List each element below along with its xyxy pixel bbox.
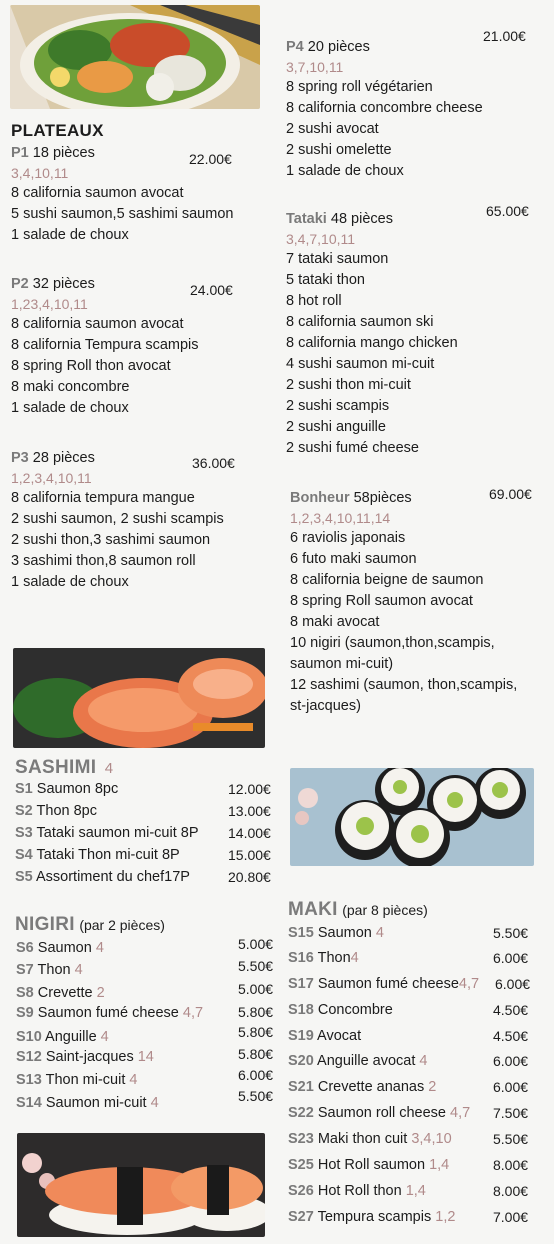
item-price: 5.00€	[238, 936, 274, 952]
item-allergens: 4	[350, 950, 359, 966]
item-price: 5.80€	[238, 1004, 274, 1020]
item-name: Saumon 8pc	[36, 781, 119, 797]
plateau-code: Tataki	[286, 211, 327, 227]
plateau-line: 6 futo maki saumon	[290, 551, 417, 567]
menu-item	[288, 1079, 436, 1095]
item-price: 6.00€	[493, 950, 529, 966]
item-name: Hot Roll saumon	[317, 1157, 426, 1173]
item-allergens: 3,4,10	[411, 1131, 452, 1147]
plateau-line: 8 california saumon ski	[286, 314, 434, 330]
item-name: Tataki Thon mi-cuit 8P	[36, 847, 180, 863]
plateau-price: 21.00€	[483, 28, 526, 44]
item-name: Assortiment du chef17P	[35, 869, 190, 885]
plateau-line: 2 sushi thon mi-cuit	[286, 377, 411, 393]
plateau-code: Bonheur	[290, 490, 350, 506]
sashimi-allergens: 4	[104, 760, 114, 777]
item-code: S4	[15, 847, 33, 863]
item-price: 4.50€	[493, 1028, 529, 1044]
item-name: Concombre	[317, 1002, 393, 1018]
menu-item	[15, 869, 190, 885]
menu-item	[16, 985, 105, 1001]
item-allergens: 4	[419, 1053, 428, 1069]
plateau-price: 65.00€	[486, 203, 529, 219]
item-code: S12	[16, 1049, 42, 1065]
item-price: 6.00€	[495, 976, 531, 992]
menu-item	[16, 1095, 159, 1111]
plateau-line: 2 sushi thon,3 sashimi saumon	[11, 532, 211, 548]
item-name: Saint-jacques	[45, 1049, 134, 1065]
plateau-line: saumon mi-cuit)	[290, 656, 394, 672]
plateau-line: 8 spring Roll thon avocat	[11, 358, 171, 374]
plateau-allergens: 3,4,10,11	[11, 165, 69, 181]
menu-item	[16, 1029, 109, 1045]
item-allergens: 4,7	[182, 1005, 204, 1021]
item-code: S7	[16, 962, 34, 978]
item-name: Crevette	[37, 985, 93, 1001]
plateau-bonheur	[290, 488, 548, 717]
menu-item	[288, 1002, 393, 1018]
item-name: Saumon roll cheese	[317, 1105, 447, 1121]
item-price: 5.80€	[238, 1046, 274, 1062]
plateau-line: 1 salade de choux	[11, 574, 129, 590]
item-price: 7.00€	[493, 1209, 529, 1225]
plateau-price: 36.00€	[192, 455, 235, 471]
menu-item	[16, 940, 104, 956]
plateau-line: 10 nigiri (saumon,thon,scampis,	[290, 635, 495, 651]
poke-bowl-photo	[10, 5, 260, 109]
plateau-pieces: 20 pièces	[307, 39, 370, 55]
item-price: 5.00€	[238, 981, 274, 997]
item-name: Saumon fumé cheese	[37, 1005, 179, 1021]
plateau-allergens: 1,23,4,10,11	[11, 296, 88, 312]
maki-header	[288, 899, 428, 921]
item-price: 6.00€	[238, 1067, 274, 1083]
item-code: S16	[288, 950, 314, 966]
plateau-line: 2 sushi omelette	[286, 142, 392, 158]
plateau-line: 3 sashimi thon,8 saumon roll	[11, 553, 196, 569]
plateau-line: 12 sashimi (saumon, thon,scampis,	[290, 677, 518, 693]
item-allergens: 1,4	[405, 1183, 426, 1199]
item-code: S26	[288, 1183, 314, 1199]
item-code: S10	[16, 1029, 42, 1045]
item-price: 8.00€	[493, 1157, 529, 1173]
plateau-line: 4 sushi saumon mi-cuit	[286, 356, 435, 372]
item-allergens: 4	[150, 1095, 159, 1111]
nigiri-list	[16, 936, 281, 1120]
menu-item	[288, 1131, 452, 1147]
item-price: 4.50€	[493, 1002, 529, 1018]
nigiri-title: NIGIRI	[15, 914, 75, 935]
nigiri-subtitle: (par 2 pièces)	[79, 917, 165, 933]
plateau-p1	[11, 143, 271, 246]
item-price: 5.50€	[238, 958, 274, 974]
plateau-line: st-jacques)	[290, 698, 361, 714]
item-code: S17	[288, 976, 314, 992]
item-name: Maki thon cuit	[317, 1131, 408, 1147]
plateau-line: 8 hot roll	[286, 293, 342, 309]
item-price: 5.50€	[238, 1088, 274, 1104]
plateau-line: 8 california saumon avocat	[11, 316, 184, 332]
menu-item	[288, 1105, 470, 1121]
item-price: 14.00€	[228, 825, 271, 841]
item-price: 5.50€	[493, 1131, 529, 1147]
maki-list	[288, 925, 548, 1230]
plateau-line: 8 california mango chicken	[286, 335, 458, 351]
plateau-pieces: 58pièces	[353, 490, 412, 506]
plateaux-title: PLATEAUX	[11, 121, 104, 140]
menu-item	[288, 976, 479, 992]
plateau-price: 24.00€	[190, 282, 233, 298]
menu-item	[15, 803, 97, 819]
menu-item	[288, 1028, 361, 1044]
item-allergens: 4	[375, 925, 384, 941]
plateau-line: 2 sushi fumé cheese	[286, 440, 419, 456]
item-code: S5	[15, 869, 33, 885]
sashimi-title: SASHIMI	[15, 757, 97, 778]
item-name: Anguille avocat	[317, 1053, 416, 1069]
item-code: S27	[288, 1209, 314, 1225]
menu-item	[288, 1183, 426, 1199]
plateau-code: P2	[11, 276, 29, 292]
plateau-line: 8 california concombre cheese	[286, 100, 483, 116]
plateau-allergens: 1,2,3,4,10,11,14	[290, 510, 391, 526]
plateau-line: 8 california tempura mangue	[11, 490, 195, 506]
item-code: S18	[288, 1002, 314, 1018]
item-allergens: 1,2	[435, 1209, 456, 1225]
item-code: S9	[16, 1005, 34, 1021]
plateau-pieces: 28 pièces	[32, 450, 95, 466]
plateau-line: 8 california saumon avocat	[11, 185, 184, 201]
plateau-code: P1	[11, 145, 29, 161]
plateau-p4	[286, 37, 546, 182]
plateau-price: 69.00€	[489, 486, 532, 502]
item-name: Saumon	[317, 925, 372, 941]
nigiri-header	[15, 914, 165, 936]
menu-item	[288, 925, 384, 941]
item-code: S1	[15, 781, 33, 797]
item-name: Hot Roll thon	[317, 1183, 402, 1199]
plateau-line: 5 sushi saumon,5 sashimi saumon	[11, 206, 234, 222]
item-name: Avocat	[317, 1028, 362, 1044]
plateau-pieces: 32 pièces	[32, 276, 95, 292]
item-allergens: 2	[428, 1079, 437, 1095]
item-price: 7.50€	[493, 1105, 529, 1121]
plateau-allergens: 1,2,3,4,10,11	[11, 470, 92, 486]
item-code: S22	[288, 1105, 314, 1121]
menu-item	[288, 1157, 449, 1173]
item-code: S25	[288, 1157, 314, 1173]
item-price: 6.00€	[493, 1053, 529, 1069]
plateau-allergens: 3,7,10,11	[286, 59, 344, 75]
item-code: S14	[16, 1095, 42, 1111]
menu-item	[16, 962, 83, 978]
plateau-code: P3	[11, 450, 29, 466]
item-name: Saumon mi-cuit	[45, 1095, 147, 1111]
item-code: S6	[16, 940, 34, 956]
menu-item	[16, 1072, 137, 1088]
maki-title: MAKI	[288, 899, 338, 920]
item-allergens: 1,4	[429, 1157, 450, 1173]
item-price: 5.50€	[493, 925, 529, 941]
maki-rolls-photo	[290, 768, 534, 866]
plateau-line: 8 maki avocat	[290, 614, 380, 630]
plateau-line: 1 salade de choux	[286, 163, 404, 179]
item-code: S13	[16, 1072, 42, 1088]
salmon-sashimi-photo	[13, 648, 265, 748]
plateau-code: P4	[286, 39, 304, 55]
item-price: 12.00€	[228, 781, 271, 797]
item-price: 13.00€	[228, 803, 271, 819]
plateau-pieces: 48 pièces	[330, 211, 393, 227]
item-name: Saumon fumé cheese	[317, 976, 459, 992]
menu-item	[15, 825, 199, 841]
item-code: S21	[288, 1079, 314, 1095]
item-name: Thon mi-cuit	[45, 1072, 126, 1088]
item-name: Thon 8pc	[36, 803, 97, 819]
menu-item	[16, 1049, 154, 1065]
item-price: 8.00€	[493, 1183, 529, 1199]
menu-item	[15, 847, 180, 863]
item-price: 20.80€	[228, 869, 271, 885]
plateau-line: 2 sushi scampis	[286, 398, 390, 414]
plateau-pieces: 18 pièces	[32, 145, 95, 161]
item-code: S2	[15, 803, 33, 819]
plateau-line: 2 sushi avocat	[286, 121, 379, 137]
menu-item	[16, 1005, 203, 1021]
plateau-line: 8 california beigne de saumon	[290, 572, 484, 588]
plateau-line: 8 maki concombre	[11, 379, 130, 395]
item-code: S3	[15, 825, 33, 841]
item-allergens: 2	[96, 985, 105, 1001]
menu-item	[288, 1053, 428, 1069]
plateau-line: 1 salade de choux	[11, 227, 129, 243]
item-name: Thon	[317, 950, 351, 966]
plateau-line: 6 raviolis japonais	[290, 530, 406, 546]
item-code: S23	[288, 1131, 314, 1147]
plateau-price: 22.00€	[189, 151, 232, 167]
plateau-line: 8 spring roll végétarien	[286, 79, 433, 95]
plateau-allergens: 3,4,7,10,11	[286, 231, 356, 247]
plateau-line: 2 sushi anguille	[286, 419, 386, 435]
menu-item	[288, 950, 359, 966]
plateau-line: 8 california Tempura scampis	[11, 337, 199, 353]
item-price: 15.00€	[228, 847, 271, 863]
item-price: 6.00€	[493, 1079, 529, 1095]
item-name: Tempura scampis	[317, 1209, 432, 1225]
item-name: Thon	[37, 962, 71, 978]
shrimp-nigiri-photo	[17, 1133, 265, 1237]
menu-item	[15, 781, 118, 797]
plateau-line: 8 spring Roll saumon avocat	[290, 593, 473, 609]
item-code: S20	[288, 1053, 314, 1069]
item-price: 5.80€	[238, 1024, 274, 1040]
plateau-line: 1 salade de choux	[11, 400, 129, 416]
sashimi-header	[15, 757, 113, 779]
item-allergens: 4,7	[458, 976, 480, 992]
item-allergens: 4	[95, 940, 104, 956]
item-code: S15	[288, 925, 314, 941]
sashimi-list	[15, 781, 280, 891]
menu-item	[288, 1209, 455, 1225]
item-name: Crevette ananas	[317, 1079, 425, 1095]
item-name: Anguille	[45, 1029, 97, 1045]
item-code: S19	[288, 1028, 314, 1044]
plateau-tataki	[286, 209, 548, 459]
item-allergens: 14	[137, 1049, 154, 1065]
plateau-line: 2 sushi saumon, 2 sushi scampis	[11, 511, 224, 527]
item-allergens: 4,7	[450, 1105, 471, 1121]
item-allergens: 4	[129, 1072, 138, 1088]
maki-subtitle: (par 8 pièces)	[342, 902, 428, 918]
item-name: Saumon	[37, 940, 92, 956]
item-allergens: 4	[74, 962, 83, 978]
plateau-line: 5 tataki thon	[286, 272, 365, 288]
item-code: S8	[16, 985, 34, 1001]
plateau-line: 7 tataki saumon	[286, 251, 389, 267]
item-name: Tataki saumon mi-cuit 8P	[36, 825, 199, 841]
item-allergens: 4	[100, 1029, 109, 1045]
